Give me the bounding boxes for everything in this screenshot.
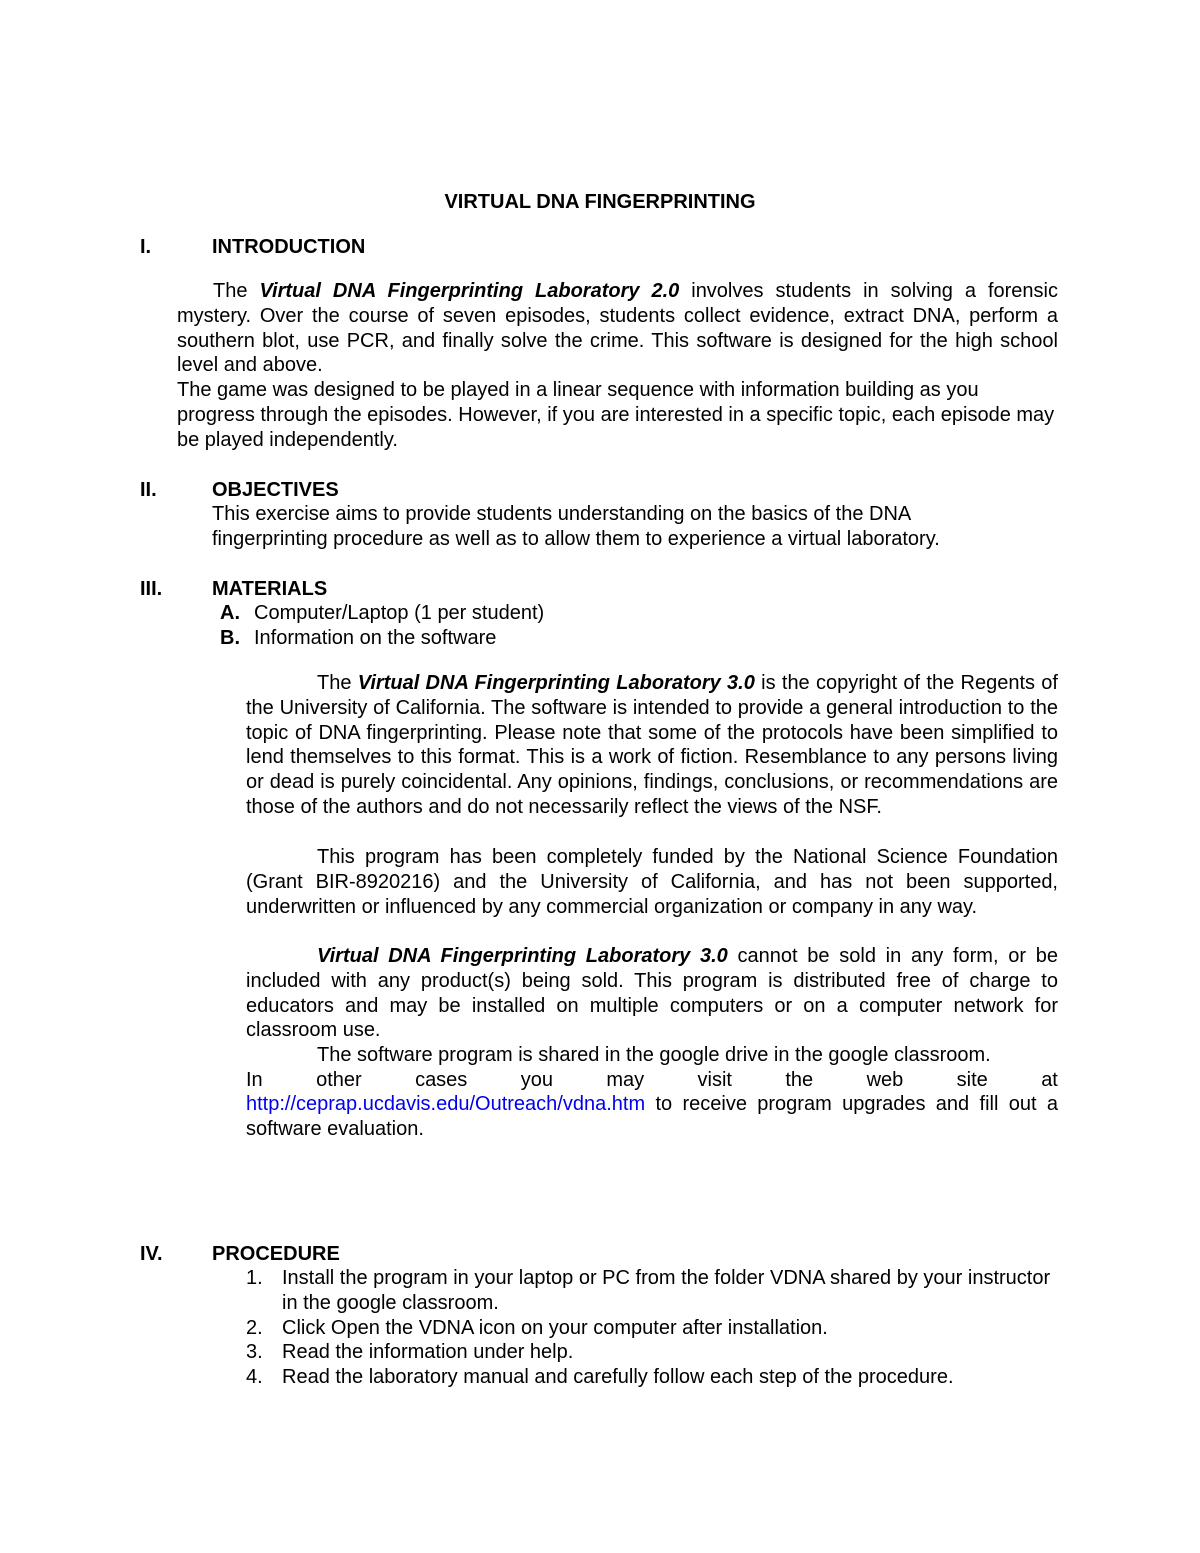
materials-item-b: B. Information on the software — [220, 627, 497, 649]
procedure-step: 4. Read the laboratory manual and carefully follow each step of the procedure. — [246, 1366, 954, 1389]
materials-paragraph-drive: The software program is shared in the google drive in the google classroom. — [317, 1044, 991, 1066]
vdna-website-link[interactable]: http://ceprap.ucdavis.edu/Outreach/vdna.htm — [246, 1093, 646, 1115]
procedure-step: 1. Install the program in your laptop or PC from the folder VDNA shared by your instructor in the google classroom. — [246, 1267, 1051, 1314]
section-heading-intro: INTRODUCTION — [212, 236, 366, 258]
section-number-intro: I. — [140, 236, 152, 258]
materials-item-a: A. Computer/Laptop (1 per student) — [220, 602, 545, 624]
procedure-steps — [246, 1266, 1066, 1390]
section-heading-procedure: PROCEDURE — [212, 1243, 340, 1265]
software-name: Virtual DNA Fingerprinting Laboratory 2.0 — [259, 280, 680, 302]
materials-visit-line: In other cases you may visit the web site at — [246, 1069, 1058, 1091]
section-heading-materials: MATERIALS — [212, 578, 328, 600]
objectives-text: This exercise aims to provide students understanding on the basics of the DNA fingerprinting procedure as well as to allow them to experience a virtual laboratory. — [212, 503, 940, 550]
section-number-procedure: IV. — [140, 1243, 163, 1265]
intro-paragraph-2: The game was designed to be played in a linear sequence with information building as you progress through the episodes. However, if you are interested in a specific topic, each episode may be played independently. — [177, 379, 1055, 451]
materials-paragraph-copyright: The Virtual DNA Fingerprinting Laboratory 3.0 is the copyright of the Regents of the University of California. The software is intended to provide a general introduction to the topic of DNA fingerprinting. Please note that some of the protocols have been simplified to lend themselves to this format. This is a work of fiction. Resemblance to any persons living or dead is purely coincidental. Any opinions, findings, conclusions, or recommendations are those of the authors and do not necessarily reflect the views of the NSF. — [246, 672, 1058, 818]
procedure-step: 3. Read the information under help. — [246, 1341, 574, 1364]
materials-paragraph-funding: This program has been completely funded by the National Science Foundation (Grant BIR-8920216) and the University of California, and has not been supported, underwritten or influenced by any commercial organization or company in any way. — [246, 846, 1058, 918]
materials-paragraph-distribution: Virtual DNA Fingerprinting Laboratory 3.0 cannot be sold in any form, or be included with any product(s) being sold. This program is distributed free of charge to educators and may be installed on multiple computers or on a computer network for classroom use. — [246, 945, 1058, 1042]
section-number-materials: III. — [140, 578, 163, 600]
procedure-step: 2. Click Open the VDNA icon on your computer after installation. — [246, 1316, 828, 1339]
document-title: VIRTUAL DNA FINGERPRINTING — [444, 191, 756, 213]
section-heading-objectives: OBJECTIVES — [212, 479, 339, 501]
section-number-objectives: II. — [140, 479, 157, 501]
intro-paragraph-1: The Virtual DNA Fingerprinting Laboratory 2.0 involves students in solving a forensic mystery. Over the course of seven episodes, students collect evidence, extract DNA, perform a southern blot, use PCR, and finally solve the crime. This software is designed for the high school level and above. — [177, 280, 1058, 377]
materials-link-paragraph: http://ceprap.ucdavis.edu/Outreach/vdna.htm to receive program upgrades and fill out a software evaluation. — [246, 1093, 1058, 1140]
